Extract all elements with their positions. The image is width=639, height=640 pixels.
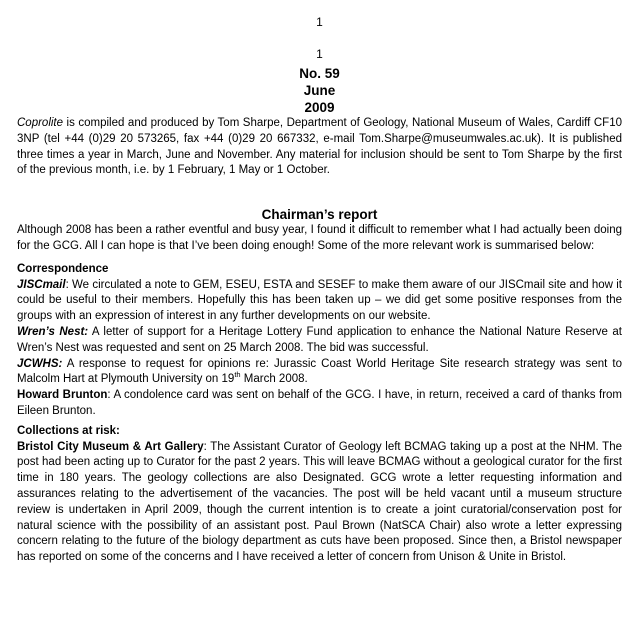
jcwhs-text-after-superscript: March 2008. bbox=[240, 373, 308, 386]
howard-brunton-paragraph bbox=[17, 388, 622, 420]
jiscmail-lead: JISCmail bbox=[17, 278, 66, 291]
correspondence-heading: Correspondence bbox=[17, 262, 109, 275]
bristol-museum-paragraph bbox=[17, 440, 622, 566]
jcwhs-text-before-superscript: A response to request for opinions re: Jurassic Coast World Heritage Site research strategy was sent to Malcolm Hart at Plymouth University on 19 bbox=[17, 357, 622, 386]
masthead-text: is compiled and produced by Tom Sharpe, Department of Geology, National Museum of Wales, Cardiff CF10 3NP (tel +44 (0)29 20 573265, fax +44 (0)29 20 667332, e-mail Tom.Sharpe@museumwales.ac.uk). It is published three times a year in March, June and November. Any material for inclusion should be sent to Tom Sharpe by the first of the previous month, i.e. by 1 February, 1 May or 1 October. bbox=[17, 117, 622, 177]
bristol-museum-lead: Bristol City Museum & Art Gallery bbox=[17, 440, 204, 453]
collections-at-risk-heading: Collections at risk: bbox=[17, 424, 120, 437]
issue-month: June bbox=[303, 83, 336, 98]
report-intro-paragraph: Although 2008 has been a rather eventful and busy year, I found it difficult to remember what I had actually been doing for the GCG. All I can hope is that I’ve been doing enough! Some of the more relevant work is summarised below: bbox=[17, 224, 622, 252]
issue-year: 2009 bbox=[304, 100, 335, 115]
jiscmail-paragraph bbox=[17, 278, 622, 325]
jiscmail-text: : We circulated a note to GEM, ESEU, ESTA and SESEF to make them aware of our JISCmail site and how it could be useful to their members. Hopefully this has been taken up – we did get some positive responses from the groups with an expression of interest in any further developments on our website. bbox=[17, 278, 622, 323]
chairmans-report-heading: Chairman’s report bbox=[261, 207, 378, 223]
masthead-paragraph bbox=[17, 116, 622, 179]
page-number-outer: 1 bbox=[316, 15, 323, 29]
wrens-nest-text: A letter of support for a Heritage Lottery Fund application to enhance the National Nature Reserve at Wren’s Nest was requested and sent on 25 March 2008. The bid was successful. bbox=[17, 325, 622, 354]
jcwhs-lead: JCWHS: bbox=[17, 357, 63, 370]
jcwhs-paragraph bbox=[17, 357, 622, 389]
howard-brunton-lead: Howard Brunton bbox=[17, 389, 108, 402]
page-number-inner: 1 bbox=[316, 47, 323, 61]
bristol-museum-text: : The Assistant Curator of Geology left BCMAG taking up a post at the NHM. The post had been acting up to Curator for the past 2 years. This will leave BCMAG without a geological curator for the first time in 180 years. The geology collections are also Designated. GCG wrote a letter requesting information and assurances relating to the advertisement of the vacancies. The post will be held vacant until a museum structure review is undertaken in April 2009, though the current intention is to create a joint curatorial/conservation post for natural science with the possibility of an assistant post. Paul Brown (NatSCA Chair) also wrote a letter expressing concern relating to the future of the biology department as cuts have been proposed. Since then, a Bristol newspaper has reported on some of the concerns and I have received a letter of concern from Unison & Unite in Bristol. bbox=[17, 440, 622, 564]
issue-header bbox=[17, 65, 622, 116]
wrens-nest-paragraph bbox=[17, 325, 622, 357]
howard-brunton-text: : A condolence card was sent on behalf of the GCG. I have, in return, received a card of thanks from Eileen Brunton. bbox=[17, 389, 623, 417]
wrens-nest-lead: Wren’s Nest: bbox=[17, 325, 89, 338]
newsletter-title: Coprolite bbox=[17, 117, 64, 129]
issue-number: No. 59 bbox=[299, 66, 340, 81]
ordinal-superscript: th bbox=[234, 370, 241, 380]
